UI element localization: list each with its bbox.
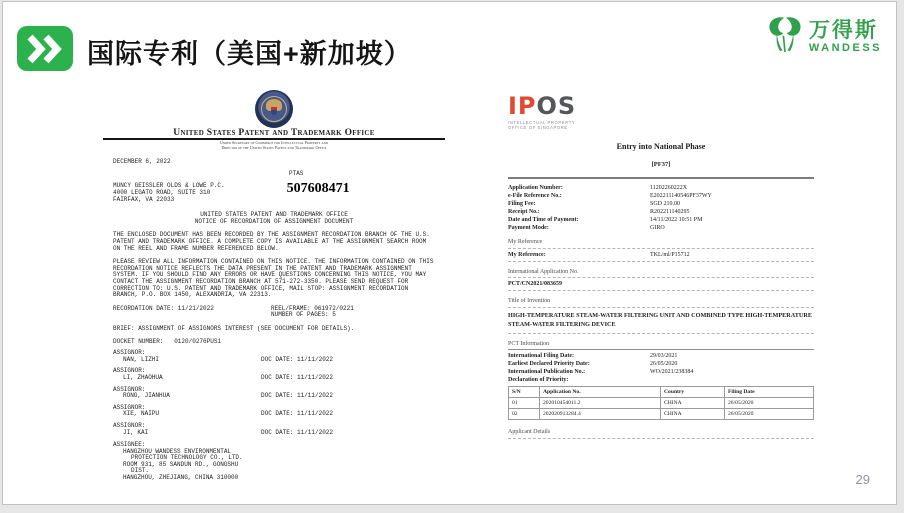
payment-fields — [508, 184, 814, 232]
col-sn: S/N — [509, 387, 540, 398]
brand-name-en: WANDESS — [808, 41, 882, 54]
assignor-label: ASSIGNOR: — [113, 349, 146, 357]
declaration-of-priority-label: Declaration of Priority: — [508, 377, 569, 383]
assignor-entry — [113, 387, 445, 400]
assignor-label: ASSIGNOR: — [113, 421, 146, 429]
uspto-office-title: United States Patent and Trademark Office — [173, 128, 375, 138]
cell-sn: 01 — [509, 398, 540, 409]
uspto-seal-icon — [255, 90, 293, 128]
addressee-line: 4000 LEGATO ROAD, SUITE 310 — [113, 189, 211, 197]
number-of-pages: NUMBER OF PAGES: 5 — [271, 311, 336, 319]
cell-sn: 02 — [509, 409, 540, 420]
uspto-addressee-block — [113, 183, 225, 203]
cell-country: CHINA — [661, 409, 725, 420]
uspto-office-subtitle-2: Director of the United States Patent and Trademark Office — [221, 144, 327, 150]
notice-title-line-2: NOTICE OF RECORDATION OF ASSIGNMENT DOCUMENT — [194, 217, 354, 225]
ipos-logo-subtitle-1: INTELLECTUAL PROPERTY — [508, 120, 576, 125]
priority-row — [509, 398, 814, 409]
ipos-document — [508, 94, 814, 496]
addressee-line: FAIRFAX, VA 22033 — [113, 195, 175, 203]
assignor-doc-date: DOC DATE: 11/11/2022 — [261, 355, 334, 363]
uspto-paragraph-2: PLEASE REVIEW ALL INFORMATION CONTAINED ON THIS NOTICE. THE INFORMATION CONTAINED ON THIS RECORDATION NOTICE REFLECTS THE DATA PRESENT IN THE PATENT AND TRADEMARK ASSIGNMENT SYSTEM. IF YOU SHOULD FIND ANY ERRORS OR HAVE QUESTIONS CONCERNING THIS NOTICE, YOU MAY CONTACT THE ASSIGNMENT RECORDATION BRANCH AT 571-272-3350. PLEASE SEND REQUEST FOR CORRECTION TO: U.S. PATENT AND TRADEMARK OFFICE, MAIL STOP: ASSIGNMENT RECORDATION BRANCH, P.O. BOX 1450, ALEXANDRIA, VA 22313. — [113, 258, 434, 299]
assignor-label: ASSIGNOR: — [113, 403, 146, 411]
assignor-label: ASSIGNOR: — [113, 385, 146, 393]
assignor-name: RONG, JIANHUA — [123, 392, 170, 400]
pct-field-value: 26/05/2020 — [650, 361, 678, 367]
uspto-confirmation-number: 507608471 — [286, 181, 350, 197]
section-applicant-details: Applicant Details — [508, 429, 814, 439]
priority-table-header-row — [509, 387, 814, 398]
priority-table — [508, 386, 814, 420]
my-reference-label: My Reference: — [508, 251, 546, 258]
section-title-of-invention: Title of Invention — [508, 298, 814, 308]
notice-title-line-1: UNITED STATES PATENT AND TRADEMARK OFFICE — [200, 211, 348, 219]
pct-field-value: 29/03/2021 — [650, 353, 678, 359]
double-chevron-icon — [17, 26, 73, 71]
section-my-reference: My Reference — [508, 239, 814, 249]
pct-field-value: WO/2021/238384 — [650, 369, 694, 375]
international-application-number: PCT/CN2021/083659 — [508, 278, 814, 291]
slide-canvas — [2, 1, 897, 505]
assignor-doc-date: DOC DATE: 11/11/2022 — [261, 410, 334, 418]
ipos-logo-subtitle-2: OFFICE OF SINGAPORE — [508, 125, 568, 130]
col-filing-date: Filing Date — [725, 387, 814, 398]
uspto-notice-title — [103, 212, 445, 225]
pct-field-label: Earliest Declared Priority Date: — [508, 361, 590, 367]
field-label: Date and Time of Payment: — [508, 217, 579, 223]
assignee-line: PROTECTION TECHNOLOGY CO., LTD. — [131, 454, 243, 462]
cell-application: 202010454011.2 — [540, 398, 661, 409]
assignor-entry — [113, 350, 445, 363]
ipos-logo-letters-red: IP — [508, 94, 537, 120]
wandess-leaf-icon — [767, 14, 803, 59]
cell-filing-date: 26/05/2020 — [725, 409, 814, 420]
cell-country: CHINA — [661, 398, 725, 409]
uspto-paragraph-1: THE ENCLOSED DOCUMENT HAS BEEN RECORDED BY THE ASSIGNMENT RECORDATION BRANCH OF THE U.S. PATENT AND TRADEMARK OFFICE. A COMPLETE COPY IS AVAILABLE AT THE ASSIGNMENT SEARCH ROOM ON THE REEL AND FRAME NUMBER REFERENCED BELOW. — [113, 231, 430, 252]
reel-frame: REEL/FRAME: 061972/0221 — [271, 304, 354, 312]
assignee-line: ROOM 931, 85 SANDUN RD., GONGSHU — [123, 460, 239, 468]
form-divider — [508, 177, 814, 179]
section-international-application: International Application No. — [508, 269, 814, 279]
field-value: E202211140546PF37WY — [650, 193, 712, 199]
assignee-label: ASSIGNEE: — [113, 441, 146, 449]
assignee-line: HANGZHOU WANDESS ENVIRONMENTAL — [123, 447, 232, 455]
assignee-line: DIST. — [131, 467, 150, 475]
assignor-entry — [113, 423, 445, 436]
pct-field-label: International Filing Date: — [508, 353, 574, 359]
field-value: GIRO — [650, 225, 665, 231]
ipos-logo — [508, 94, 814, 130]
assignee-entry — [113, 442, 445, 482]
assignor-label: ASSIGNOR: — [113, 367, 146, 375]
invention-title: HIGH-TEMPERATURE STEAM-WATER FILTERING UNIT AND COMBINED TYPE HIGH-TEMPERATURE STEAM-WATER FILTERING DEVICE — [508, 308, 814, 334]
page-title: 国际专利（美国+新加坡） — [87, 39, 412, 69]
field-value: R202211140295 — [650, 209, 690, 215]
form-code: [PF37] — [651, 161, 671, 168]
brand-logo — [767, 14, 882, 59]
field-label: Application Number: — [508, 185, 563, 191]
uspto-ptas-code: PTAS — [289, 169, 304, 177]
docket-number: DOCKET NUMBER: 0120/0276PUS1 — [113, 337, 222, 345]
slide-page-number: 29 — [855, 472, 870, 487]
pct-field-label: International Publication No.: — [508, 369, 586, 375]
assignor-doc-date: DOC DATE: 11/11/2022 — [261, 392, 334, 400]
assignor-doc-date: DOC DATE: 11/11/2022 — [261, 428, 334, 436]
reel-frame-block — [271, 306, 445, 319]
uspto-office-subtitle-1: Under Secretary of Commerce for Intellectual Property and — [219, 140, 329, 146]
addressee-line: MUNCY GEISSLER OLDS & LOWE P.C. — [113, 182, 225, 190]
form-title: Entry into National Phase — [616, 142, 706, 151]
field-value: 14/11/2022 10:51 PM — [650, 217, 703, 223]
section-pct-information: PCT Information — [508, 341, 814, 351]
assignor-name: JI, KAI — [123, 428, 149, 436]
col-country: Country — [661, 387, 725, 398]
my-reference-value: TKL/ml/P15712 — [650, 251, 690, 258]
us-patent-document — [103, 88, 445, 505]
ipos-logo-letters-gray: OS — [536, 94, 577, 120]
assignor-name: XIE, NAIPU — [123, 410, 160, 418]
brief-line: BRIEF: ASSIGNMENT OF ASSIGNORS INTEREST (SEE DOCUMENT FOR DETAILS). — [113, 324, 355, 332]
assignor-name: NAN, LIZHI — [123, 355, 160, 363]
pct-fields — [508, 352, 814, 384]
priority-row — [509, 409, 814, 420]
col-application: Application No. — [540, 387, 661, 398]
assignee-line: HANGZHOU, ZHEJIANG, CHINA 310000 — [123, 474, 239, 482]
recordation-date: RECORDATION DATE: 11/21/2022 — [113, 304, 214, 312]
field-label: Filing Fee: — [508, 201, 536, 207]
cell-filing-date: 26/05/2020 — [725, 398, 814, 409]
assignor-entry — [113, 405, 445, 418]
field-label: Receipt No.: — [508, 209, 540, 215]
assignor-name: LI, ZHAOHUA — [123, 373, 163, 381]
field-label: e-File Reference No.: — [508, 193, 562, 199]
uspto-letter-date: DECEMBER 6, 2022 — [113, 158, 171, 166]
assignor-doc-date: DOC DATE: 11/11/2022 — [261, 373, 334, 381]
brand-name-cn: 万得斯 — [808, 18, 878, 42]
field-value: SGD 210.00 — [650, 201, 681, 207]
assignor-entry — [113, 368, 445, 381]
field-value: 11202260222X — [650, 185, 688, 191]
cell-application: 202020913284.4 — [540, 409, 661, 420]
field-label: Payment Mode: — [508, 225, 549, 231]
